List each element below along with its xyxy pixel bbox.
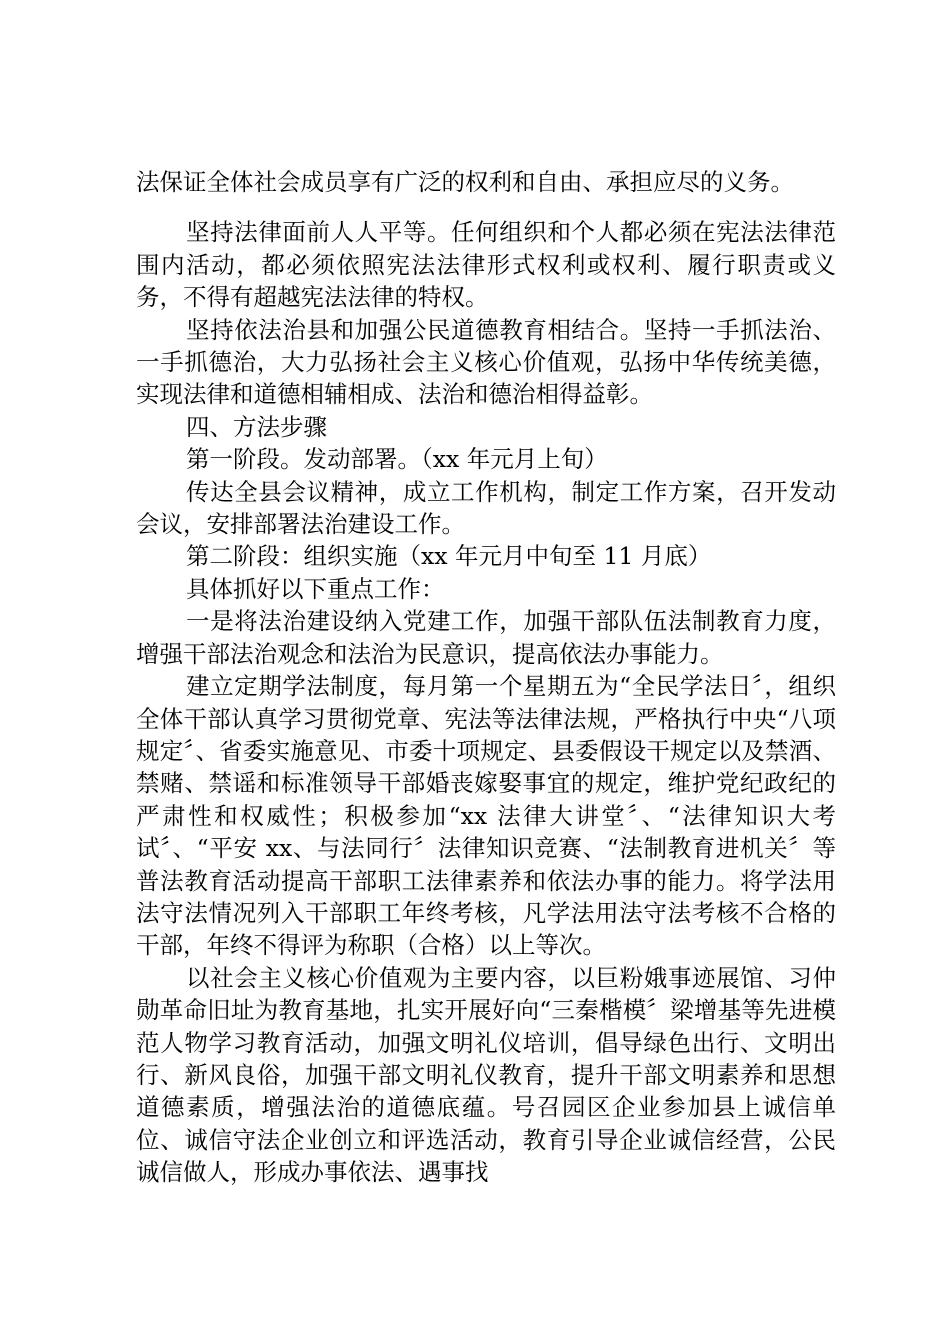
stage-one-heading: 第一阶段。发动部署。（xx 年元月上旬）: [186, 445, 608, 474]
stage-two-heading: 第二阶段：组织实施（xx 年元月中旬至 11 月底）: [186, 542, 712, 571]
key-work-item-one: 一是将法治建设纳入党建工作，加强干部队伍法制教育力度，增强干部法治观念和法治为民意识，提高依法办事能力。: [136, 607, 836, 668]
core-values-paragraph: 以社会主义核心价值观为主要内容，以巨粉娥事迹展馆、习仲勋革命旧址为教育基地，扎实开展好向“三秦楷模〞梁增基等先进模范人物学习教育活动，加强文明礼仪培训，倡导绿色出行、文明出行、新风良俗，加强干部文明礼仪教育，提升干部文明素养和思想道德素质，增强法治的道德底蕴。号召园区企业参加县上诚信单位、诚信守法企业创立和评选活动，教育引导企业诚信经营，公民诚信做人，形成办事依法、遇事找: [136, 963, 836, 1187]
document-body: [136, 166, 836, 1189]
study-system-paragraph: 建立定期学法制度，每月第一个星期五为“全民学法日〞，组织全体干部认真学习贯彻党章、宪法等法律法规，严格执行中央“八项规定〞、省委实施意见、市委十项规定、县委假设干规定以及禁酒、禁赌、禁谣和标准领导干部婚丧嫁娶事宜的规定，维护党纪政纪的严肃性和权威性；积极参加“xx 法律大讲堂〞、“法律知识大考试〞、“平安 xx、与法同行〞法律知识竞赛、“法制教育进机关〞等普法教育活动提高干部职工法律素养和依法办事的能力。将学法用法守法情况列入干部职工年终考核，凡学法用法守法考核不合格的干部，年终不得评为称职（合格）以上等次。: [136, 672, 836, 960]
stage-one-body: 传达全县会议精神，成立工作机构，制定工作方案，召开发动会议，安排部署法治建设工作。: [136, 477, 836, 539]
paragraph-continuation: 法保证全体社会成员享有广泛的权利和自由、承担应尽的义务。: [136, 168, 794, 196]
paragraph-equality: 坚持法律面前人人平等。任何组织和个人都必须在宪法法律范围内活动，都必须依照宪法法律形式权利或权利、履行职责或义务，不得有超越宪法法律的特权。: [136, 218, 836, 312]
key-work-intro: 具体抓好以下重点工作：: [186, 574, 445, 603]
paragraph-rule-of-law-and-morality: 坚持依法治县和加强公民道德教育相结合。坚持一手抓法治、一手抓德治，大力弘扬社会主义核心价值观，弘扬中华传统美德，实现法律和道德相辅相成、法治和德治相得益彰。: [136, 315, 836, 409]
section-heading-methods: 四、方法步骤: [186, 412, 327, 441]
